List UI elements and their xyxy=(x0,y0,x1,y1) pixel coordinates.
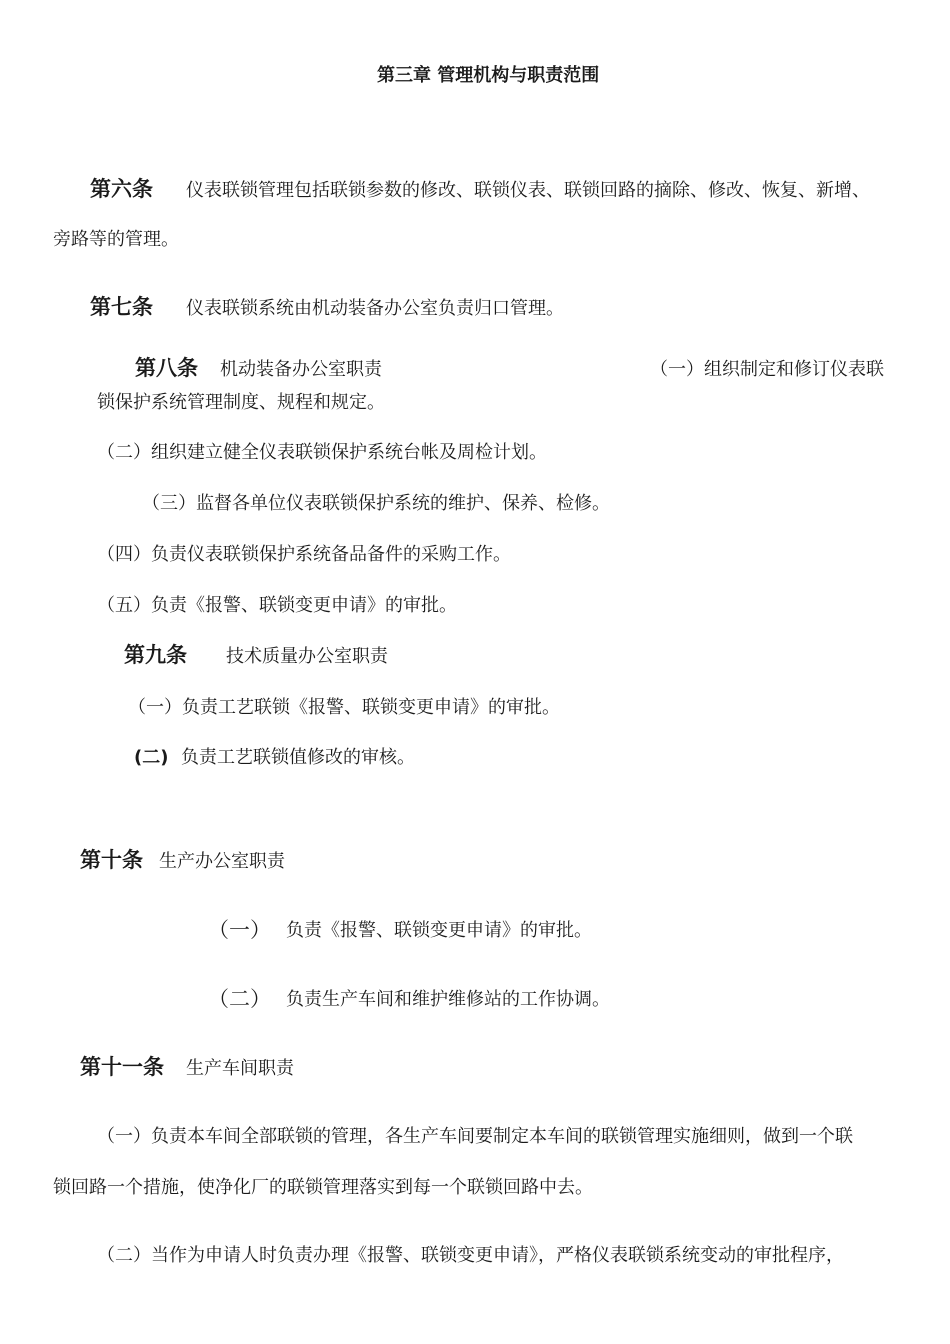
article-8-item-2: （二）组织建立健全仪表联锁保护系统台帐及周检计划。 xyxy=(97,442,547,463)
article-6-text-cont: 旁路等的管理。 xyxy=(53,229,179,250)
article-7-label: 第七条 xyxy=(90,295,153,319)
article-10-item-2-number: （二） xyxy=(208,987,271,1011)
chapter-title: 第三章 管理机构与职责范围 xyxy=(377,65,600,86)
article-11-item-1: （一）负责本车间全部联锁的管理，各生产车间要制定本车间的联锁管理实施细则，做到一个联 xyxy=(97,1126,853,1147)
article-10-item-1-text: 负责《报警、联锁变更申请》的审批。 xyxy=(286,920,592,941)
article-11-item-2: （二）当作为申请人时负责办理《报警、联锁变更申请》，严格仪表联锁系统变动的审批程序， xyxy=(97,1245,844,1266)
article-9-item-1: （一）负责工艺联锁《报警、联锁变更申请》的审批。 xyxy=(128,697,560,718)
article-11-label: 第十一条 xyxy=(80,1055,164,1079)
article-8-item-1: （一）组织制定和修订仪表联 xyxy=(650,359,884,380)
article-9-item-2-number: (二) xyxy=(134,747,169,768)
article-8-item-5: （五）负责《报警、联锁变更申请》的审批。 xyxy=(97,595,457,616)
article-8-item-4: （四）负责仪表联锁保护系统备品备件的采购工作。 xyxy=(97,544,511,565)
article-10-label: 第十条 xyxy=(80,848,143,872)
article-7-text: 仪表联锁系统由机动装备办公室负责归口管理。 xyxy=(186,298,564,319)
article-8-label: 第八条 xyxy=(135,356,198,380)
article-10-item-1-number: （一） xyxy=(208,918,271,942)
article-9-label: 第九条 xyxy=(124,643,187,667)
article-8-item-3: （三）监督各单位仪表联锁保护系统的维护、保养、检修。 xyxy=(142,493,610,514)
article-10-item-2-text: 负责生产车间和维护维修站的工作协调。 xyxy=(286,989,610,1010)
article-8-item-1-cont: 锁保护系统管理制度、规程和规定。 xyxy=(97,392,385,413)
article-10-heading: 生产办公室职责 xyxy=(159,851,285,872)
article-6-label: 第六条 xyxy=(90,177,153,201)
article-8-heading: 机动装备办公室职责 xyxy=(220,359,382,380)
article-11-item-1-cont: 锁回路一个措施，使净化厂的联锁管理落实到每一个联锁回路中去。 xyxy=(53,1177,593,1198)
article-6-text: 仪表联锁管理包括联锁参数的修改、联锁仪表、联锁回路的摘除、修改、恢复、新增、 xyxy=(186,180,870,201)
article-9-heading: 技术质量办公室职责 xyxy=(226,646,388,667)
article-11-heading: 生产车间职责 xyxy=(186,1058,294,1079)
article-9-item-2-text: 负责工艺联锁值修改的审核。 xyxy=(181,747,415,768)
